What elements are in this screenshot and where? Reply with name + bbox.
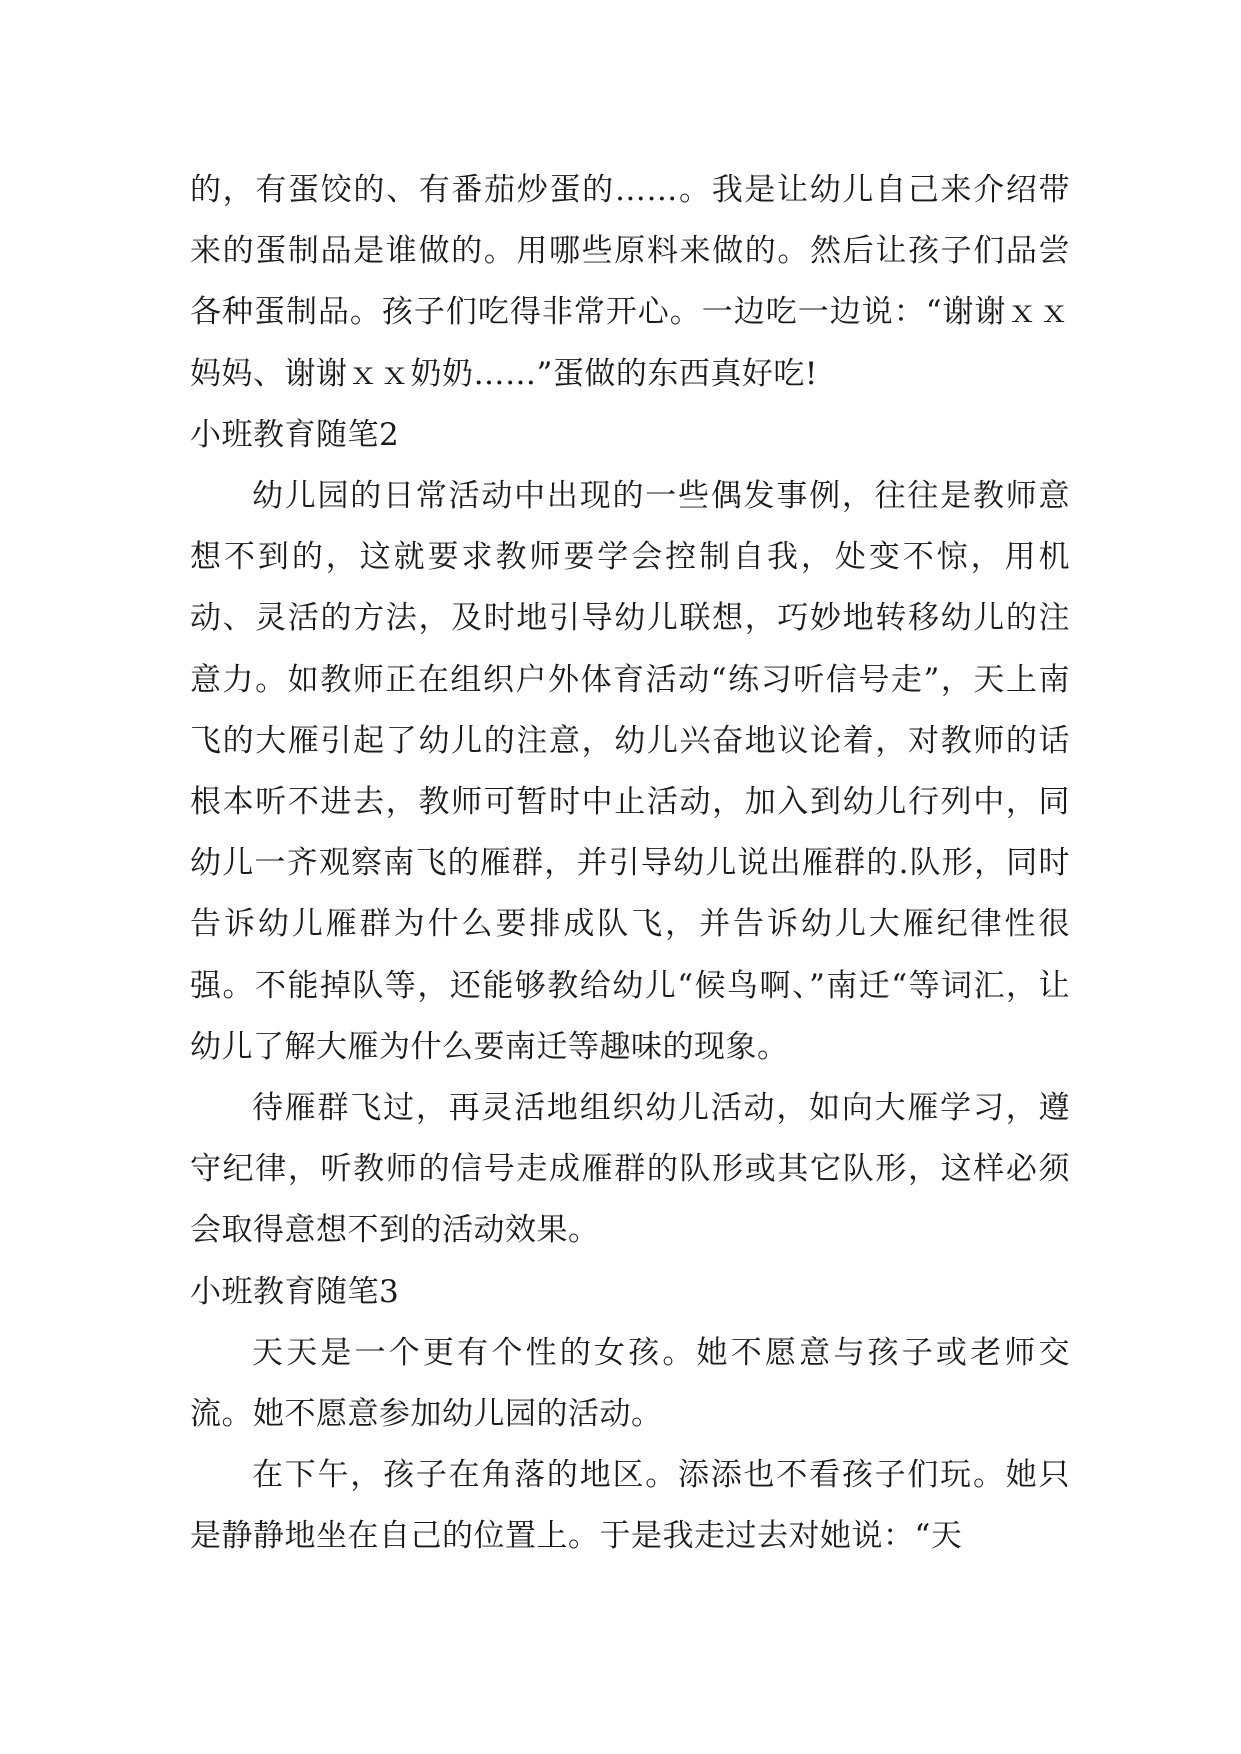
- paragraph-essay-2-part-2: 待雁群飞过，再灵活地组织幼儿活动，如向大雁学习，遵守纪律，听教师的信号走成雁群的队形或其它队形，这样必须会取得意想不到的活动效果。: [190, 1090, 1070, 1249]
- paragraph-continued-intro: 的，有蛋饺的、有番茄炒蛋的……。我是让幼儿自己来介绍带来的蛋制品是谁做的。用哪些原料来做的。然后让孩子们品尝各种蛋制品。孩子们吃得非常开心。一边吃一边说：“谢谢ｘｘ妈妈、谢谢ｘｘ奶奶……”蛋做的东西真好吃!: [190, 172, 1070, 392]
- document-body: [190, 160, 1070, 1568]
- paragraph-essay-3-part-1: 天天是一个更有个性的女孩。她不愿意与孩子或老师交流。她不愿意参加幼儿园的活动。: [190, 1334, 1070, 1433]
- paragraph-essay-2-part-1: 幼儿园的日常活动中出现的一些偶发事例，往往是教师意想不到的，这就要求教师要学会控制自我，处变不惊，用机动、灵活的方法，及时地引导幼儿联想，巧妙地转移幼儿的注意力。如教师正在组织户外体育活动“练习听信号走”，天上南飞的大雁引起了幼儿的注意，幼儿兴奋地议论着，对教师的话根本听不进去，教师可暂时中止活动，加入到幼儿行列中，同幼儿一齐观察南飞的雁群，并引导幼儿说出雁群的.队形，同时告诉幼儿雁群为什么要排成队飞，并告诉幼儿大雁纪律性很强。不能掉队等，还能够教给幼儿“候鸟啊、”南迁“等词汇，让幼儿了解大雁为什么要南迁等趣味的现象。: [190, 478, 1070, 1065]
- paragraph-essay-3-part-2: 在下午，孩子在角落的地区。添添也不看孩子们玩。她只是静静地坐在自己的位置上。于是我走过去对她说：“天: [190, 1457, 1070, 1555]
- section-heading-essay-2: 小班教育随笔2: [190, 416, 400, 453]
- section-heading-essay-3: 小班教育随笔3: [190, 1273, 400, 1310]
